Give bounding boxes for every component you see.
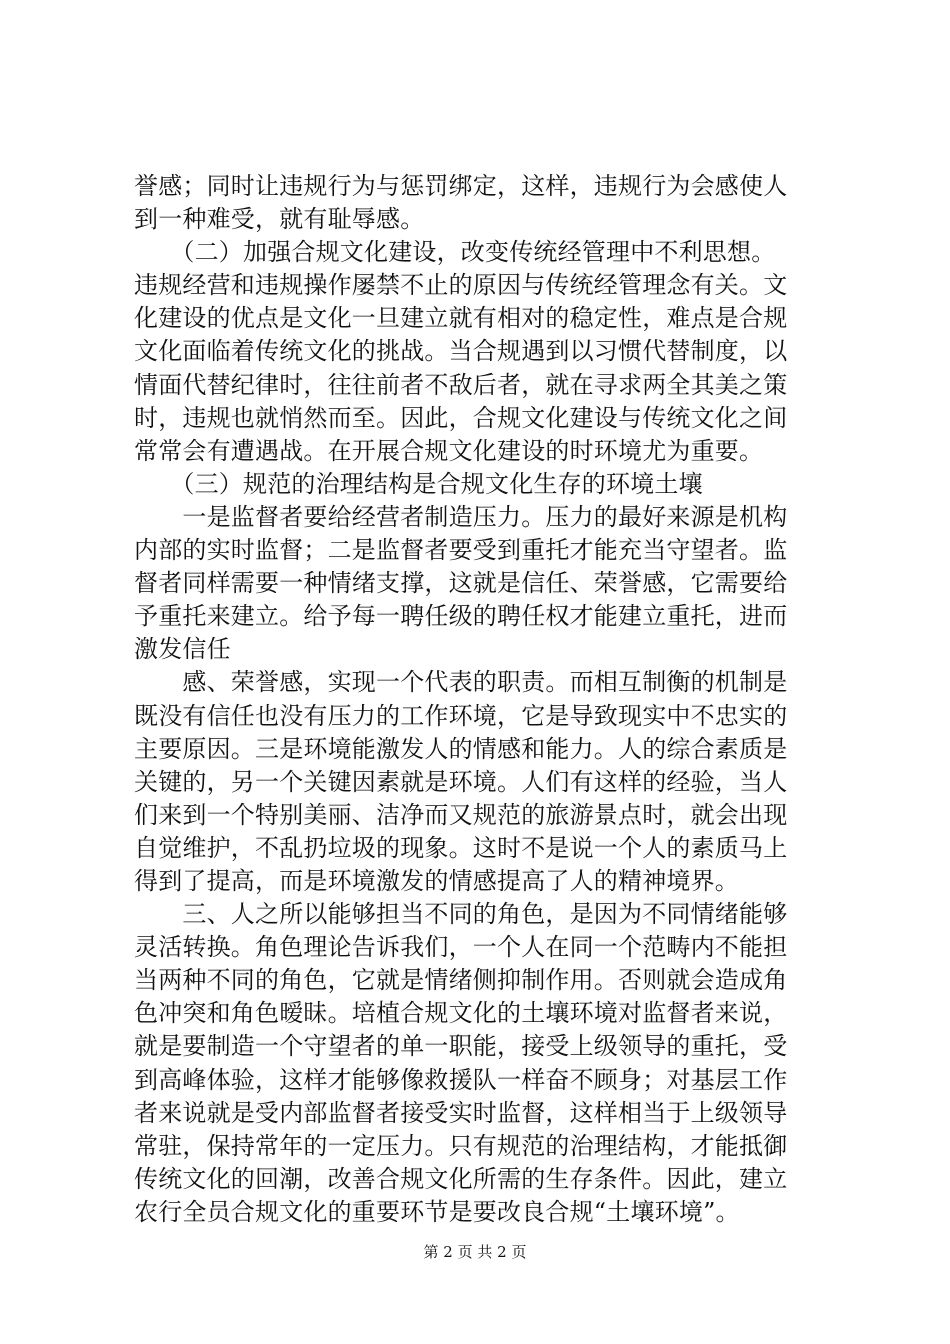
body-line: 传统文化的回潮，改善合规文化所需的生存条件。因此，建立 — [134, 1164, 788, 1193]
document-body — [134, 170, 824, 1229]
body-line: 时，违规也就悄然而至。因此，合规文化建设与传统文化之间 — [134, 403, 788, 432]
body-line: 文化面临着传统文化的挑战。当合规遇到以习惯代替制度，以 — [134, 337, 788, 366]
body-line: 情面代替纪律时，往往前者不敌后者，就在寻求两全其美之策 — [134, 370, 788, 399]
body-line: 得到了提高，而是环境激发的情感提高了人的精神境界。 — [134, 866, 739, 895]
body-line: 关键的，另一个关键因素就是环境。人们有这样的经验，当人 — [134, 767, 788, 796]
body-line: 到一种难受，就有耻辱感。 — [134, 205, 425, 234]
body-line: 督者同样需要一种情绪支撑，这就是信任、荣誉感，它需要给 — [134, 569, 788, 598]
body-line: 誉感；同时让违规行为与惩罚绑定，这样，违规行为会感使人 — [134, 172, 788, 200]
body-line: 感、荣誉感，实现一个代表的职责。而相互制衡的机制是 — [134, 668, 788, 697]
body-line: 主要原因。三是环境能激发人的情感和能力。人的综合素质是 — [134, 734, 788, 763]
body-line: 们来到一个特别美丽、洁净而又规范的旅游景点时，就会出现 — [134, 800, 788, 829]
body-line: 色冲突和角色暧昧。培植合规文化的土壤环境对监督者来说， — [134, 999, 788, 1028]
body-line: 灵活转换。角色理论告诉我们，一个人在同一个范畴内不能担 — [134, 933, 788, 962]
page-number-label: 第 2 页 共 2 页 — [423, 1243, 527, 1261]
body-line: 当两种不同的角色，它就是情绪侧抑制作用。否则就会造成角 — [134, 966, 788, 995]
body-line: 既没有信任也没有压力的工作环境，它是导致现实中不忠实的 — [134, 701, 788, 730]
body-line: 到高峰体验，这样才能够像救援队一样奋不顾身；对基层工作 — [134, 1065, 788, 1094]
body-line: 予重托来建立。给予每一聘任级的聘任权才能建立重托，进而 — [134, 602, 788, 631]
body-line: 化建设的优点是文化一旦建立就有相对的稳定性，难点是合规 — [134, 304, 788, 333]
body-line: 自觉维护，不乱扔垃圾的现象。这时不是说一个人的素质马上 — [134, 833, 788, 862]
body-line: 三、人之所以能够担当不同的角色，是因为不同情绪能够 — [134, 900, 788, 929]
body-line: 常常会有遭遇战。在开展合规文化建设的时环境尤为重要。 — [134, 436, 764, 465]
body-line: 违规经营和违规操作屡禁不止的原因与传统经管理念有关。文 — [134, 271, 788, 300]
body-line: 内部的实时监督；二是监督者要受到重托才能充当守望者。监 — [134, 536, 788, 565]
body-line: 就是要制造一个守望者的单一职能，接受上级领导的重托，受 — [134, 1032, 788, 1061]
body-line: 者来说就是受内部监督者接受实时监督，这样相当于上级领导 — [134, 1098, 788, 1127]
page-footer — [0, 1242, 950, 1262]
body-line: 农行全员合规文化的重要环节是要改良合规“土壤环境”。 — [134, 1197, 740, 1226]
body-line: 一是监督者要给经营者制造压力。压力的最好来源是机构 — [134, 502, 788, 531]
section-heading: （三）规范的治理结构是合规文化生存的环境土壤 — [134, 469, 703, 498]
body-line: （二）加强合规文化建设，改变传统经管理中不利思想。 — [134, 238, 776, 267]
body-line: 常驻，保持常年的一定压力。只有规范的治理结构，才能抵御 — [134, 1131, 788, 1160]
body-line: 激发信任 — [134, 635, 231, 664]
